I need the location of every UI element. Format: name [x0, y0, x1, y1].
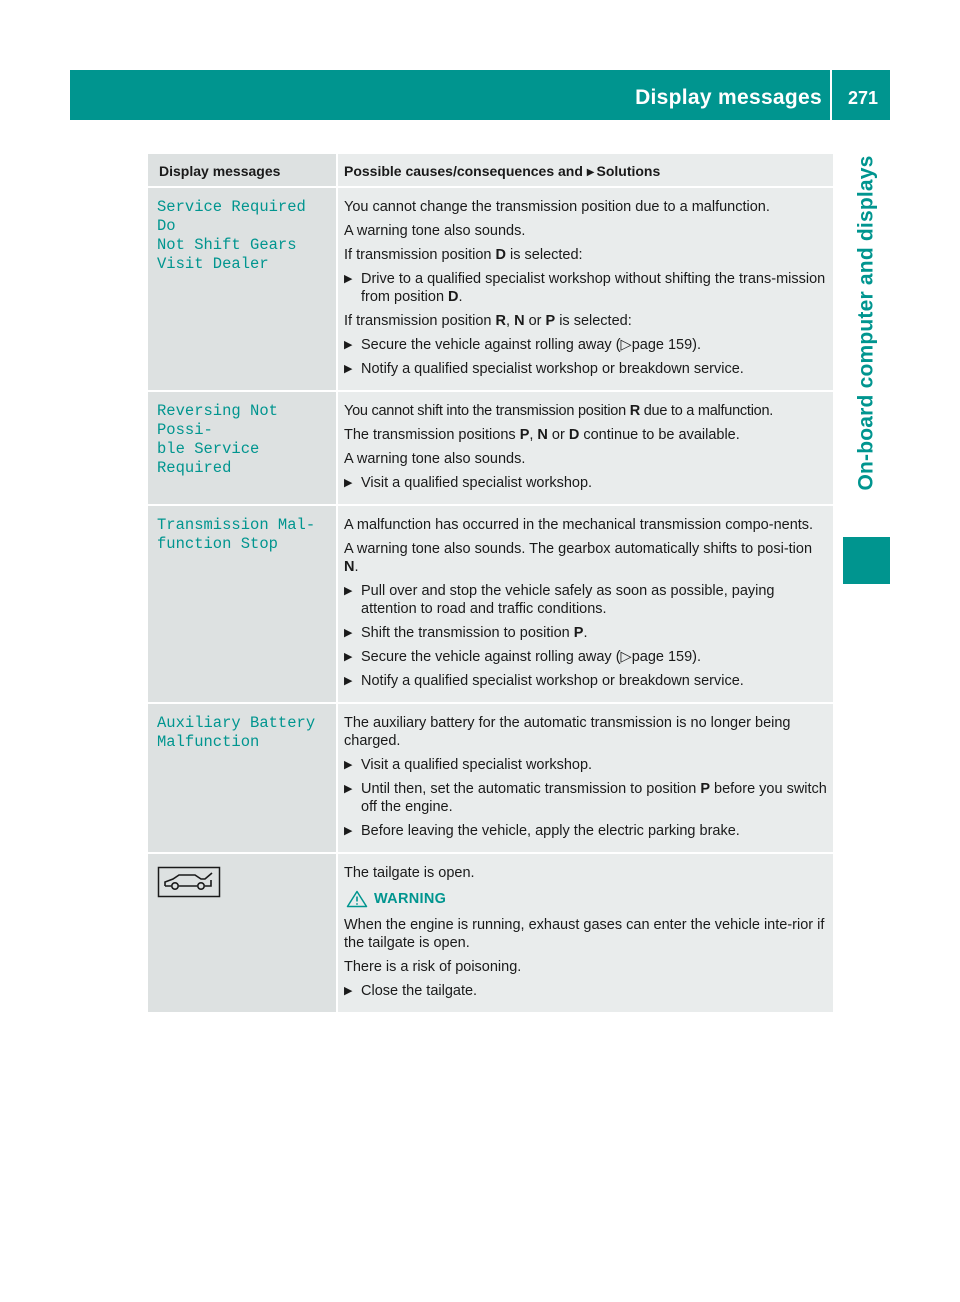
cause-text: The auxiliary battery for the automatic transmission is no longer being charged.: [344, 715, 791, 749]
solution-step: ▶ Notify a qualified specialist workshop or breakdown service.: [344, 673, 744, 689]
cause-text: The tailgate is open.: [344, 865, 475, 881]
page-number: 271: [847, 88, 878, 108]
chapter-marker-block: [843, 537, 890, 584]
warning-label: WARNING: [374, 891, 447, 907]
step-arrow-icon: ▶: [344, 273, 353, 285]
solution-step: ▶ Pull over and stop the vehicle safely as soon as possible, paying attention to road and traffic conditions.: [344, 583, 775, 617]
warning-text: There is a risk of poisoning.: [344, 959, 522, 975]
page-reference-link[interactable]: page 159).: [631, 337, 702, 353]
column-header-messages: Display messages: [159, 163, 281, 179]
warning-triangle-icon: [346, 890, 368, 908]
step-arrow-icon: ▶: [344, 363, 353, 375]
display-messages-table: [148, 154, 833, 1012]
display-message: Auxiliary Battery Malfunction: [157, 714, 316, 751]
cause-text: A warning tone also sounds.: [344, 451, 526, 467]
chapter-side-tab: [843, 120, 890, 526]
header-divider: [830, 70, 832, 120]
table-row: [148, 188, 833, 392]
step-arrow-icon: ▶: [344, 477, 353, 489]
page-reference-link[interactable]: page 159).: [631, 649, 702, 665]
display-message: Service Required Do Not Shift Gears Visit Dealer: [157, 198, 306, 273]
warning-text: When the engine is running, exhaust gases can enter the vehicle inte-rior if the tailgate is open.: [344, 917, 825, 951]
step-arrow-icon: ▶: [344, 783, 353, 795]
cause-text: A malfunction has occurred in the mechanical transmission compo-nents.: [344, 517, 814, 533]
step-arrow-icon: ▶: [344, 675, 353, 687]
solution-step: ▶ Notify a qualified specialist workshop or breakdown service.: [344, 361, 744, 377]
solution-step: ▶ Until then, set the automatic transmission to position P before you switch off the engine.: [344, 781, 827, 815]
page-ref-icon: ▷: [620, 649, 632, 665]
table-row: [148, 854, 833, 1012]
cause-text: The transmission positions P, N or D continue to be available.: [344, 427, 740, 443]
column-header-solutions: Solutions: [596, 163, 661, 179]
column-header-causes: Possible causes/consequences and: [344, 163, 587, 179]
table-row: [148, 392, 833, 506]
table-header-row: [148, 154, 833, 188]
chapter-title: On-board computer and displays: [854, 155, 878, 491]
step-arrow-icon: ▶: [344, 759, 353, 771]
page-header-bar: [70, 70, 890, 120]
step-arrow-icon: ▶: [344, 985, 353, 997]
arrow-right-icon: ▶: [586, 167, 595, 178]
solution-step: ▶ Shift the transmission to position P.: [344, 625, 588, 641]
table-row: [148, 704, 833, 854]
warning-heading: [346, 890, 827, 908]
solution-step: ▶ Visit a qualified specialist workshop.: [344, 475, 593, 491]
solution-step: ▶ Secure the vehicle against rolling away (▷page 159).: [344, 337, 702, 353]
tailgate-open-icon: [157, 866, 221, 898]
step-arrow-icon: ▶: [344, 627, 353, 639]
cause-text: A warning tone also sounds.: [344, 223, 526, 239]
display-message: Transmission Mal- function Stop: [157, 516, 316, 553]
page-ref-icon: ▷: [620, 337, 632, 353]
solution-step: ▶ Close the tailgate.: [344, 983, 478, 999]
solution-step: ▶ Before leaving the vehicle, apply the electric parking brake.: [344, 823, 740, 839]
step-arrow-icon: ▶: [344, 585, 353, 597]
step-arrow-icon: ▶: [344, 651, 353, 663]
cause-text: A warning tone also sounds. The gearbox automatically shifts to posi-tion N.: [344, 541, 813, 575]
page-section-title: Display messages: [635, 86, 822, 109]
cause-text: You cannot change the transmission position due to a malfunction.: [344, 199, 770, 215]
solution-step: ▶ Secure the vehicle against rolling away (▷page 159).: [344, 649, 702, 665]
cause-text: You cannot shift into the transmission position R due to a malfunction.: [344, 403, 774, 419]
solution-step: ▶ Visit a qualified specialist workshop.: [344, 757, 593, 773]
step-arrow-icon: ▶: [344, 339, 353, 351]
cause-text: If transmission position D is selected:: [344, 247, 583, 263]
solution-step: ▶ Drive to a qualified specialist workshop without shifting the trans-mission from position D.: [344, 271, 826, 305]
table-row: [148, 506, 833, 704]
step-arrow-icon: ▶: [344, 825, 353, 837]
display-message: Reversing Not Possi- ble Service Required: [157, 402, 278, 477]
cause-text: If transmission position R, N or P is selected:: [344, 313, 632, 329]
